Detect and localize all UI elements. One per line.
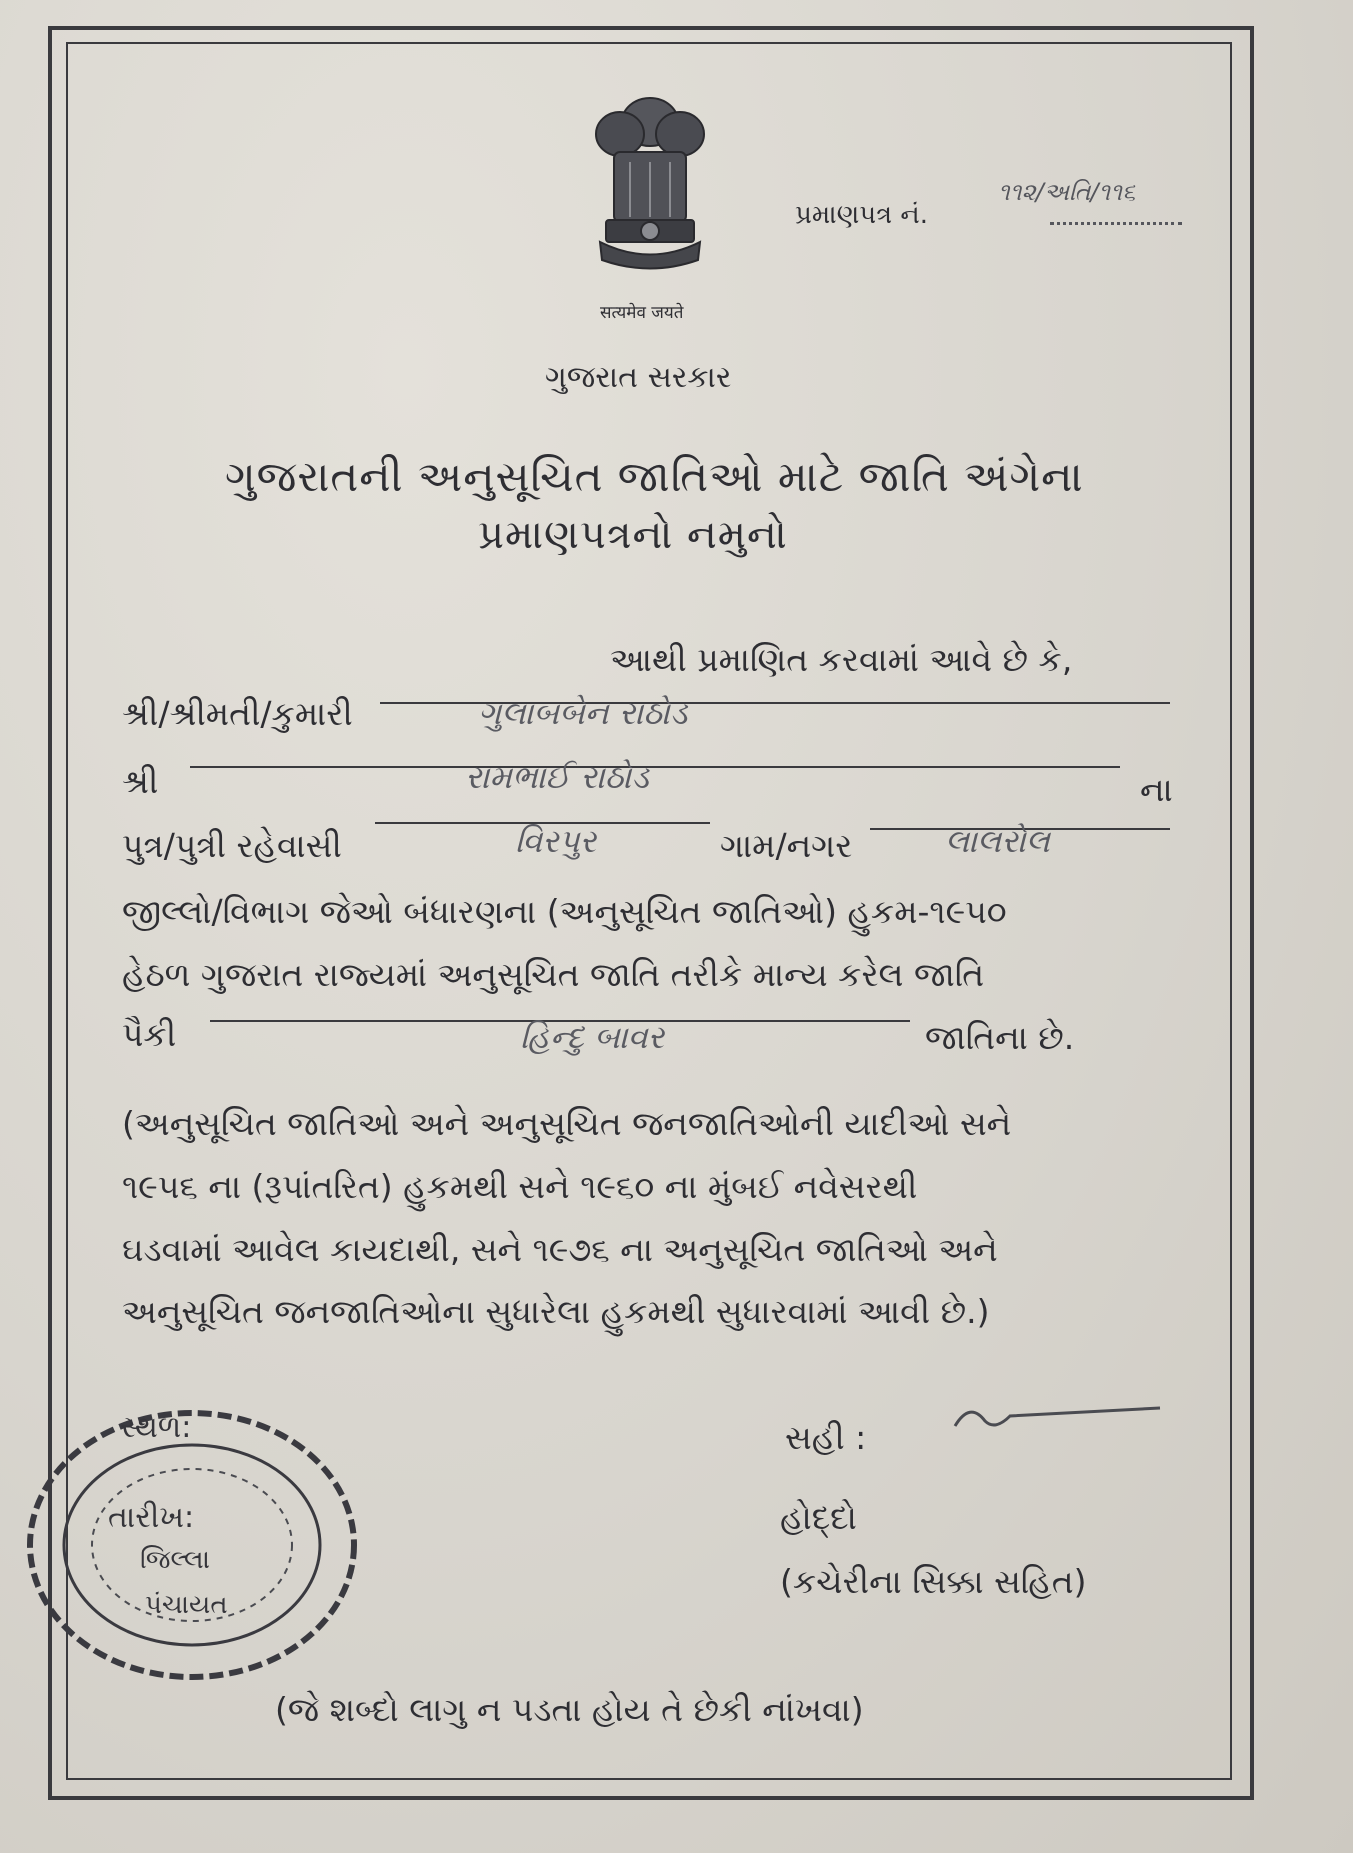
name-value: ગુલાબબેન રાઠોડ [478,694,688,732]
father-label: શ્રી [122,762,159,801]
national-emblem-icon [580,92,720,302]
footer-instruction: (જે શબ્દો લાગુ ન પડતા હોય તે છેકી નાંખવા) [275,1690,864,1729]
residence-label: પુત્ર/પુત્રી રહેવાસી [122,826,342,865]
village-value: લાલરોલ [945,822,1050,860]
note-line-3: ઘડવામાં આવેલ કાયદાથી, સને ૧૯૭૬ ના અનુસૂચિત જાતિઓ અને [122,1230,998,1269]
stamp-text-district: જિલ્લા [140,1545,211,1575]
note-line-1: (અનુસૂચિત જાતિઓ અને અનુસૂચિત જનજાતિઓની યાદીઓ સને [122,1104,1012,1143]
father-value: રામભાઈ રાઠોડ [465,758,649,796]
village-label: ગામ/નગર [720,826,853,865]
note-line-4: અનુસૂચિત જનજાતિઓના સુધારેલા હુકમથી સુધારવામાં આવી છે.) [122,1292,990,1331]
office-seal-label: (કચેરીના સિક્કા સહિત) [780,1562,1087,1601]
father-underline [190,766,1120,768]
issuer-name: ગુજરાત સરકાર [545,360,732,395]
caste-suffix: જાતિના છે. [925,1018,1075,1057]
stamp-date-label: તારીખ: [108,1500,195,1535]
title-line-2: પ્રમાણપત્રનો નમુનો [478,512,788,558]
under-order-text: હેઠળ ગુજરાત રાજ્યમાં અનુસૂચિત જાતિ તરીકે માન્ય કરેલ જાતિ [122,955,985,994]
title-line-1: ગુજરાતની અનુસૂચિત જાતિઓ માટે જાતિ અંગેના [225,452,1084,501]
stamp-text-panchayat: પંચાયત [145,1590,228,1620]
stamp-place-label: સ્થળ: [120,1410,192,1445]
designation-label: હોદ્દો [780,1498,857,1537]
certificate-number-value: ૧૧૨/અતિ/૧૧૬ [998,178,1136,206]
emblem-motto: सत्यमेव जयते [600,303,684,323]
district-text: જીલ્લો/વિભાગ જેઓ બંધારણના (અનુસૂચિત જાતિઓ) હુકમ-૧૯૫૦ [122,892,1007,931]
certificate-number-label: પ્રમાણપત્ર નં. [795,200,929,230]
caste-value: હિન્દુ બાવર [520,1018,665,1056]
father-suffix: ના [1140,770,1173,809]
certificate-number-dotted-line [1050,222,1182,225]
residence-value: વિરપુર [515,822,597,860]
intro-text: આથી પ્રમાણિત કરવામાં આવે છે કે, [610,640,1073,679]
caste-label: પૈકી [122,1015,177,1054]
name-label: શ્રી/શ્રીમતી/કુમારી [122,694,353,733]
signature-label: સહી : [785,1418,867,1457]
note-line-2: ૧૯૫૬ ના (રૂપાંતરિત) હુકમથી સને ૧૯૬૦ ના મુંબઈ નવેસરથી [122,1167,918,1206]
signature-scribble [950,1396,1170,1436]
